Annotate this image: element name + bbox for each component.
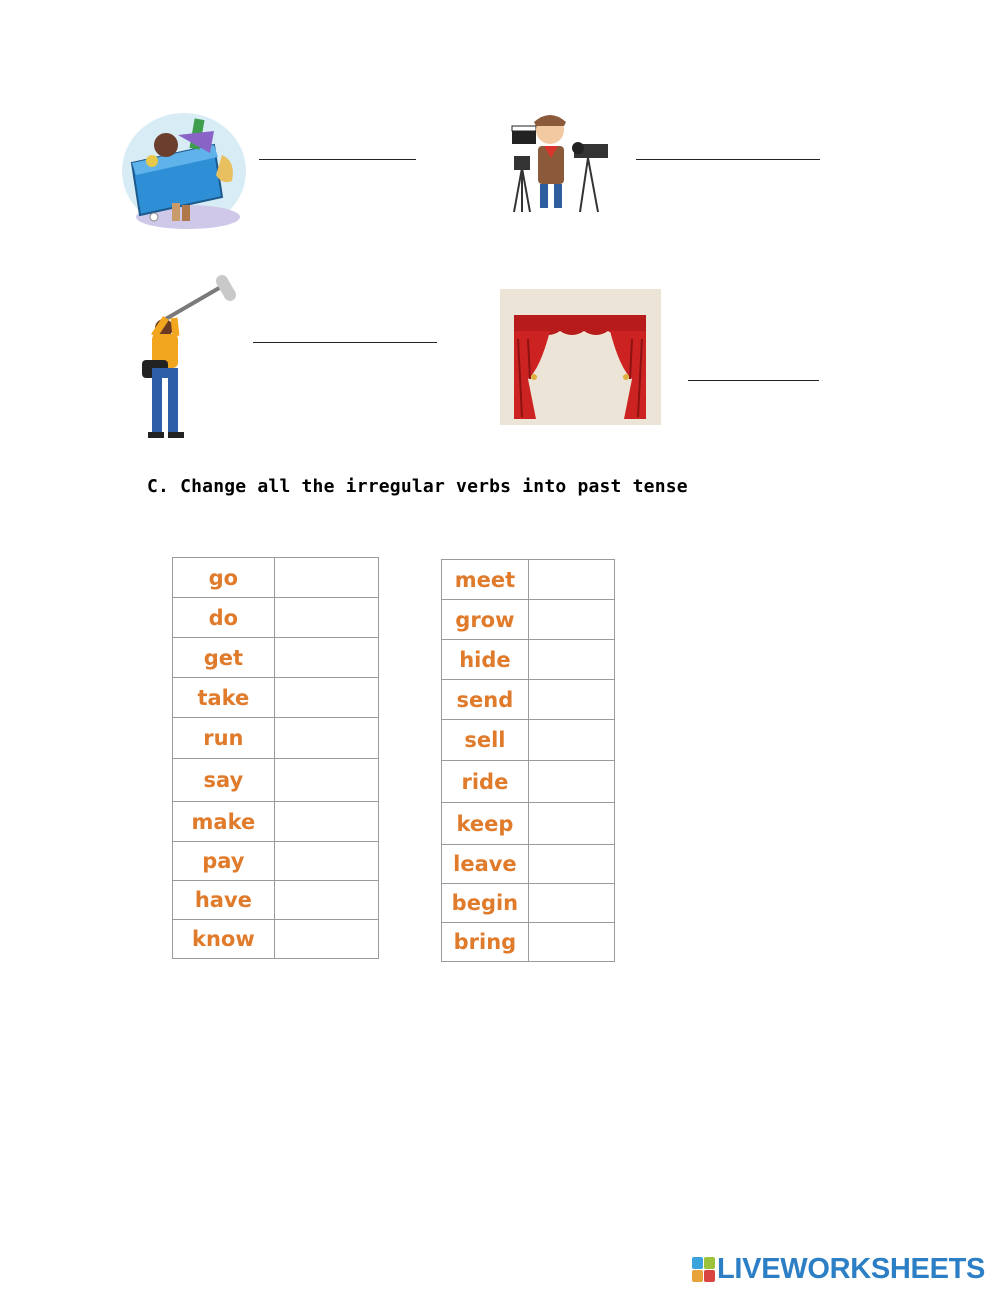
table-row — [442, 640, 615, 680]
verb-cell: make — [173, 802, 275, 842]
answer-cell[interactable] — [528, 640, 614, 680]
verb-cell: sell — [442, 720, 529, 761]
table-row — [442, 884, 615, 923]
verb-cell: grow — [442, 600, 529, 640]
verb-cell: bring — [442, 923, 529, 962]
table-row — [173, 598, 379, 638]
film-director-image — [508, 108, 616, 216]
costume-box-image — [118, 105, 250, 233]
table-row — [442, 560, 615, 600]
answer-cell[interactable] — [274, 558, 378, 598]
verb-cell: go — [173, 558, 275, 598]
verb-cell: know — [173, 920, 275, 959]
table-row — [442, 720, 615, 761]
table-row — [442, 761, 615, 803]
answer-cell[interactable] — [274, 718, 378, 759]
table-row — [173, 718, 379, 759]
verb-cell: ride — [442, 761, 529, 803]
answer-cell[interactable] — [274, 881, 378, 920]
table-row — [173, 881, 379, 920]
answer-cell[interactable] — [274, 638, 378, 678]
verb-cell: have — [173, 881, 275, 920]
table-row — [442, 680, 615, 720]
verb-cell: take — [173, 678, 275, 718]
table-row — [173, 558, 379, 598]
stage-curtain-image — [500, 289, 661, 425]
answer-cell[interactable] — [528, 761, 614, 803]
verb-cell: begin — [442, 884, 529, 923]
table-row — [442, 803, 615, 845]
answer-cell[interactable] — [528, 884, 614, 923]
verb-cell: run — [173, 718, 275, 759]
table-row — [173, 638, 379, 678]
verb-table-left — [172, 557, 379, 959]
table-row — [442, 600, 615, 640]
answer-cell[interactable] — [528, 803, 614, 845]
verb-cell: meet — [442, 560, 529, 600]
verb-cell: keep — [442, 803, 529, 845]
verb-table-right — [441, 559, 615, 962]
verb-cell: do — [173, 598, 275, 638]
table-row — [173, 920, 379, 959]
answer-cell[interactable] — [528, 923, 614, 962]
verb-cell: say — [173, 759, 275, 802]
verb-cell: leave — [442, 845, 529, 884]
logo-text: LIVEWORKSHEETS — [717, 1252, 986, 1285]
instruction-heading: C. Change all the irregular verbs into past tense — [147, 476, 688, 497]
table-row — [442, 845, 615, 884]
answer-cell[interactable] — [274, 802, 378, 842]
table-row — [173, 802, 379, 842]
verb-cell: hide — [442, 640, 529, 680]
table-row — [442, 923, 615, 962]
answer-line-4[interactable] — [688, 380, 819, 381]
answer-cell[interactable] — [274, 759, 378, 802]
answer-cell[interactable] — [528, 845, 614, 884]
answer-cell[interactable] — [274, 920, 378, 959]
table-row — [173, 759, 379, 802]
answer-cell[interactable] — [528, 560, 614, 600]
answer-cell[interactable] — [528, 680, 614, 720]
answer-line-3[interactable] — [253, 342, 437, 343]
verb-cell: get — [173, 638, 275, 678]
table-row — [173, 678, 379, 718]
verb-cell: pay — [173, 842, 275, 881]
answer-cell[interactable] — [274, 842, 378, 881]
answer-cell[interactable] — [528, 600, 614, 640]
answer-cell[interactable] — [274, 678, 378, 718]
answer-line-1[interactable] — [259, 159, 416, 160]
table-row — [173, 842, 379, 881]
logo-mark-icon — [692, 1257, 714, 1281]
boom-operator-image — [128, 274, 240, 440]
answer-cell[interactable] — [528, 720, 614, 761]
answer-line-2[interactable] — [636, 159, 820, 160]
verb-cell: send — [442, 680, 529, 720]
answer-cell[interactable] — [274, 598, 378, 638]
liveworksheets-logo[interactable] — [692, 1254, 985, 1284]
